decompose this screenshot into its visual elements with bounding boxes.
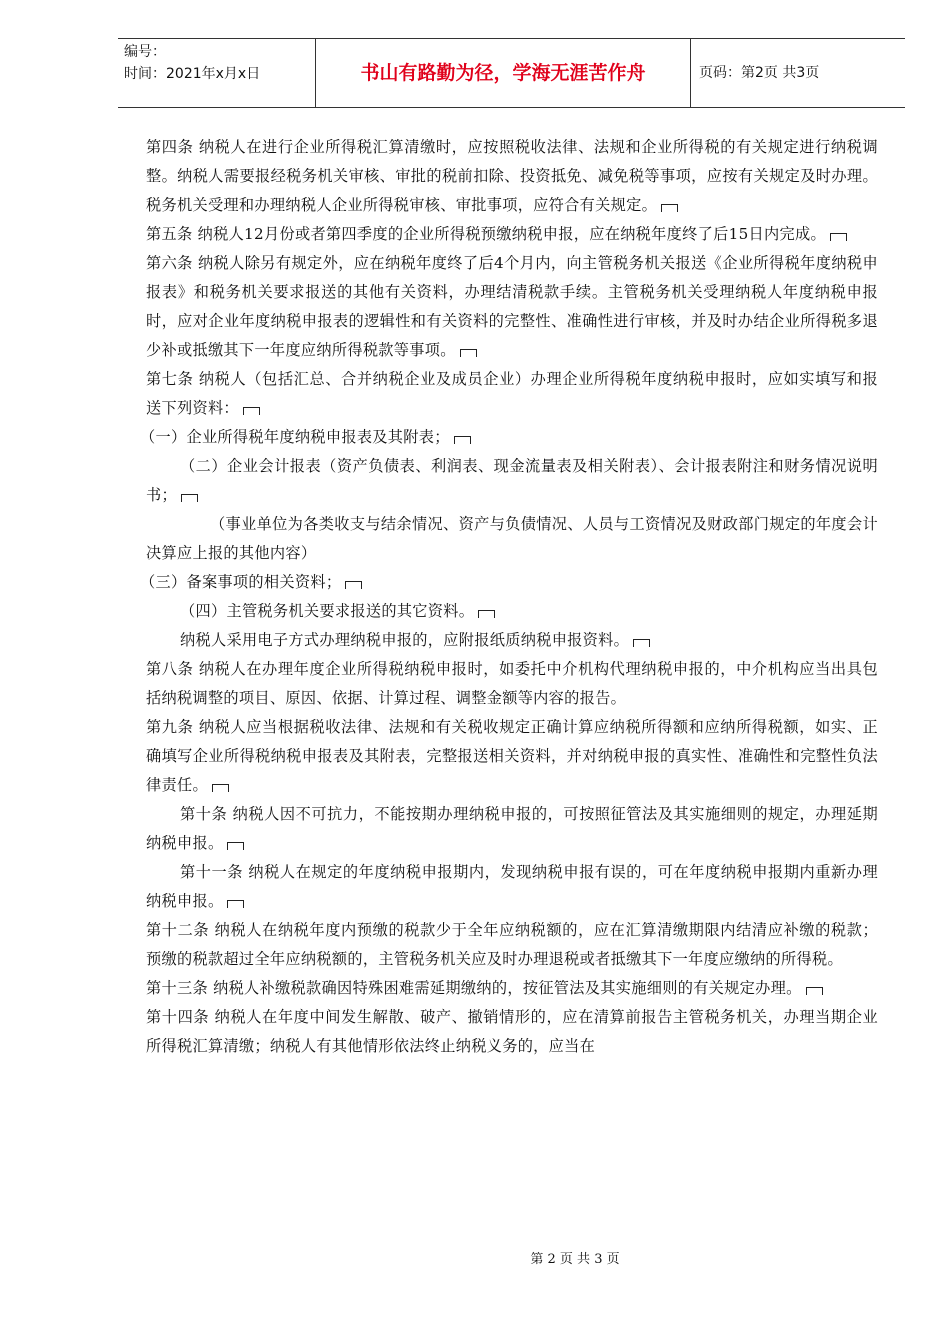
document-time-label: 时间：2021年x月x日 <box>124 66 261 82</box>
paragraph-article-8 <box>146 655 878 713</box>
paragraph-text: （一）企业所得税年度纳税申报表及其附表； <box>140 428 450 446</box>
paragraph-text: 纳税人采用电子方式办理纳税申报的，应附报纸质纳税申报资料。 <box>180 631 630 649</box>
page-header <box>118 38 905 108</box>
paragraph-mark-icon <box>227 842 244 850</box>
header-meta <box>118 39 315 107</box>
paragraph-text: 第八条 纳税人在办理年度企业所得税纳税申报时，如委托中介机构代理纳税申报的，中介机构应当出具包括纳税调整的项目、原因、依据、计算过程、调整金额等内容的报告。 <box>146 660 878 707</box>
paragraph-text: 第十一条 纳税人在规定的年度纳税申报期内，发现纳税申报有误的，可在年度纳税申报期内重新办理纳税申报。 <box>146 863 878 910</box>
paragraph-article-14 <box>146 1003 878 1061</box>
paragraph-mark-icon <box>806 987 823 995</box>
paragraph-item-3 <box>140 568 878 597</box>
paragraph-text: 第五条 纳税人12月份或者第四季度的企业所得税预缴纳税申报，应在纳税年度终了后15日内完成。 <box>146 225 826 243</box>
document-number-label: 编号： <box>124 44 166 60</box>
page-footer: 第 2 页 共 3 页 <box>530 1252 620 1267</box>
paragraph-item-1 <box>140 423 878 452</box>
paragraph-mark-icon <box>478 610 495 618</box>
paragraph-item-4 <box>146 597 878 626</box>
paragraph-mark-icon <box>454 436 471 444</box>
document-body <box>140 133 878 1061</box>
paragraph-text: （四）主管税务机关要求报送的其它资料。 <box>180 602 475 620</box>
paragraph-article-6 <box>146 249 878 365</box>
paragraph-text: 第九条 纳税人应当根据税收法律、法规和有关税收规定正确计算应纳税所得额和应纳所得税额，如实、正确填写企业所得税纳税申报表及其附表，完整报送相关资料，并对纳税申报的真实性、准确性和完整性负法律责任。 <box>146 718 878 794</box>
paragraph-mark-icon <box>181 494 198 502</box>
paragraph-article-13 <box>146 974 878 1003</box>
paragraph-article-5 <box>146 220 878 249</box>
paragraph-mark-icon <box>243 407 260 415</box>
paragraph-mark-icon <box>460 349 477 357</box>
paragraph-text: 第十条 纳税人因不可抗力，不能按期办理纳税申报的，可按照征管法及其实施细则的规定，办理延期纳税申报。 <box>146 805 878 852</box>
paragraph-text: 第四条 纳税人在进行企业所得税汇算清缴时，应按照税收法律、法规和企业所得税的有关规定进行纳税调整。纳税人需要报经税务机关审核、审批的税前扣除、投资抵免、减免税等事项，应按有关规定及时办理。税务机关受理和办理纳税人企业所得税审核、审批事项，应符合有关规定。 <box>146 138 878 214</box>
paragraph-article-11 <box>146 858 878 916</box>
paragraph-item-2 <box>146 452 878 510</box>
paragraph-mark-icon <box>661 204 678 212</box>
header-page-label: 页码：第2页 共3页 <box>699 65 820 81</box>
paragraph-mark-icon <box>345 581 362 589</box>
paragraph-text: （三）备案事项的相关资料； <box>140 573 342 591</box>
paragraph-article-9 <box>146 713 878 800</box>
paragraph-article-12 <box>146 916 878 974</box>
paragraph-text: 第十四条 纳税人在年度中间发生解散、破产、撤销情形的，应在清算前报告主管税务机关，办理当期企业所得税汇算清缴；纳税人有其他情形依法终止纳税义务的，应当在 <box>146 1008 878 1055</box>
header-motto: 书山有路勤为径，学海无涯苦作舟 <box>315 39 691 107</box>
paragraph-text: （事业单位为各类收支与结余情况、资产与负债情况、人员与工资情况及财政部门规定的年度会计决算应上报的其他内容） <box>146 515 878 562</box>
paragraph-electronic-filing <box>146 626 878 655</box>
paragraph-text: （二）企业会计报表（资产负债表、利润表、现金流量表及相关附表）、会计报表附注和财务情况说明书； <box>146 457 878 504</box>
paragraph-text: 第十三条 纳税人补缴税款确因特殊困难需延期缴纳的，按征管法及其实施细则的有关规定办理。 <box>146 979 802 997</box>
paragraph-mark-icon <box>633 639 650 647</box>
paragraph-text: 第六条 纳税人除另有规定外，应在纳税年度终了后4个月内，向主管税务机关报送《企业所得税年度纳税申报表》和税务机关要求报送的其他有关资料，办理结清税款手续。主管税务机关受理纳税人年度纳税申报时，应对企业年度纳税申报表的逻辑性和有关资料的完整性、准确性进行审核，并及时办结企业所得税多退少补或抵缴其下一年度应纳所得税款等事项。 <box>146 254 878 359</box>
paragraph-mark-icon <box>212 784 229 792</box>
paragraph-text: 第七条 纳税人（包括汇总、合并纳税企业及成员企业）办理企业所得税年度纳税申报时，应如实填写和报送下列资料： <box>146 370 878 417</box>
paragraph-item-2-note <box>146 510 878 568</box>
paragraph-article-10 <box>146 800 878 858</box>
paragraph-article-7 <box>146 365 878 423</box>
paragraph-mark-icon <box>227 900 244 908</box>
paragraph-article-4 <box>146 133 878 220</box>
paragraph-text: 第十二条 纳税人在纳税年度内预缴的税款少于全年应纳税额的，应在汇算清缴期限内结清应补缴的税款；预缴的税款超过全年应纳税额的，主管税务机关应及时办理退税或者抵缴其下一年度应缴纳的所得税。 <box>146 921 878 968</box>
paragraph-mark-icon <box>830 233 847 241</box>
